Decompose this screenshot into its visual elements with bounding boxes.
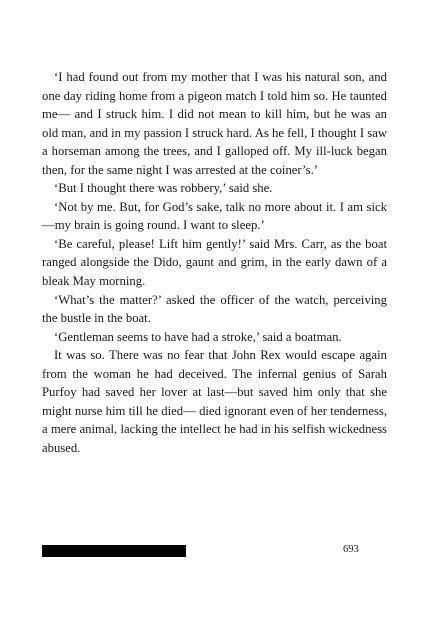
footer-redaction-bar [42,545,186,557]
paragraph: ‘Not by me. But, for God’s sake, talk no more about it. I am sick—my brain is going round. I want to sleep.’ [42,199,387,233]
page-number: 693 [343,544,359,555]
paragraph: ‘I had found out from my mother that I was his natural son, and one day riding home from a pigeon match I told him so. He taunted me— and I struck him. I did not mean to kill him, but he was an old man, and in my passion I struck hard. As he fell, I thought I saw a horseman among the trees, and I galloped off. My ill-luck began then, for the same night I was arrested at the coiner’s.’ [42,70,387,177]
paragraph: ‘But I thought there was robbery,’ said she. [54,181,273,196]
paragraph: It was so. There was no fear that John Rex would escape again from the woman he had deceived. The infernal genius of Sarah Purfoy had saved her lover at last—but saved him only that she might nurse him till he died— died ignorant even of her tenderness, a mere animal, lacking the intellect he had in his selfish wickedness abused. [42,348,387,455]
book-page-text [42,68,387,457]
paragraph: ‘Gentleman seems to have had a stroke,’ said a boatman. [54,329,342,344]
paragraph: ‘Be careful, please! Lift him gently!’ said Mrs. Carr, as the boat ranged alongside the Dido, gaunt and grim, in the early dawn of a bleak May morning. [42,236,387,289]
paragraph: ‘What’s the matter?’ asked the officer of the watch, perceiving the bustle in the boat. [42,292,387,326]
